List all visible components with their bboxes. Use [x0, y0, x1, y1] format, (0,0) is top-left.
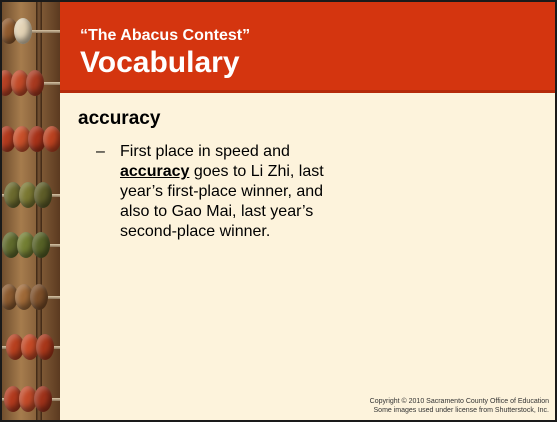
copyright-line-2: Some images used under license from Shutterstock, Inc.	[373, 407, 549, 414]
abacus-bead	[14, 18, 32, 44]
abacus-image	[0, 0, 60, 422]
example-sentence	[96, 142, 326, 242]
copyright-notice	[370, 397, 549, 415]
abacus-bead	[43, 126, 60, 152]
sentence-keyword: accuracy	[120, 163, 190, 180]
sentence-before: First place in speed and	[120, 143, 290, 160]
example-sentence-text	[120, 142, 326, 242]
sentence-after: goes to Li Zhi, last year’s first-place winner, and also to Gao Mai, last year’s second-place winner.	[120, 163, 324, 240]
abacus-bead	[30, 284, 48, 310]
abacus-bead	[34, 182, 52, 208]
slide-subtitle: “The Abacus Contest”	[80, 27, 251, 44]
abacus-bead	[26, 70, 44, 96]
bullet-dash: –	[96, 143, 105, 160]
slide-title: Vocabulary	[80, 46, 240, 79]
vocabulary-term: accuracy	[78, 108, 161, 129]
slide-header	[60, 0, 557, 90]
abacus-bead	[34, 386, 52, 412]
copyright-line-1: Copyright © 2010 Sacramento County Office of Education	[369, 398, 549, 405]
slide-body	[60, 93, 557, 242]
abacus-bead	[32, 232, 50, 258]
abacus-bead	[36, 334, 54, 360]
